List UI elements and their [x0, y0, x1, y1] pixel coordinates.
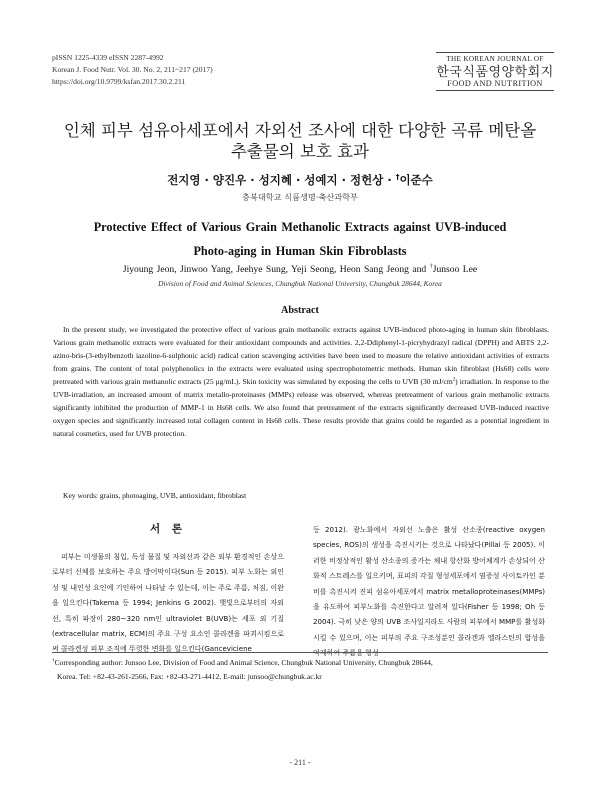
footnote-dagger: †	[52, 658, 55, 664]
corresponding-dagger-kr: †	[395, 172, 400, 182]
korean-authors	[40, 172, 560, 188]
intro-right-paragraph: 등 2012). 광노화에서 자외선 노출은 활성 산소종(reactive oxygen species, ROS)의 생성을 촉진시키는 것으로 나타났다(Pillai 등 2005). 이러한 비정상적인 활성 산소종의 증가는 체내 항산화 방어체계가 손상되어 산화적 스트레스를 일으키며, 표피의 각질 형성세포에서 염증성 사이토카인 분비를 촉진시켜 진피 섬유아세포에서 matrix metalloproteinases(MMPs)을 유도하여 피부노화를 촉진한다고 알려져 있다(Fisher 등 1998; Oh 등 2004). 극히 낮은 양의 UVB 조사일지라도 사람의 피부에서 MMP를 활성화 시킬 수 있으며, 이는 피부의 주요 구조성분인 콜라겐과 엘라스틴의 합성을 억제하여 주름을 형성	[313, 525, 545, 658]
citation-line: Korean J. Food Nutr. Vol. 30. No. 2, 211~217 (2017)	[52, 65, 213, 74]
journal-logo	[436, 52, 554, 91]
issn-line: pISSN 1225-4339 eISSN 2287-4992	[52, 53, 164, 62]
korean-title-line-2: 추출물의 보호 효과	[230, 142, 369, 161]
english-title-line-2: Photo-aging in Human Skin Fibroblasts	[193, 244, 407, 258]
logo-rule-bottom	[436, 90, 554, 91]
abstract-paragraph	[53, 324, 549, 441]
abstract-text-part-2: ) irradiation. In response to the UVB-irradiation, an increased amount of matrix metallo-proteinases (MMPs) release was observed, whereas pretreatment of various grain methanolic extracts significantly inhibited the production of MMP-1 in Hs68 cells. We also found that pretreatment of the extracts significantly decreased UVB-induced reactive oxygen species and significantly increased total collagen content in Hs68 cells. These results provide that grains could be regarded as a potential ingredient in natural cosmetics, used for UVB protection.	[53, 376, 549, 438]
corresponding-dagger-en: †	[429, 262, 433, 270]
korean-title-line-1: 인체 피부 섬유아세포에서 자외선 조사에 대한 다양한 곡류 메탄올	[63, 121, 537, 140]
journal-name-en-top: THE KOREAN JOURNAL OF	[446, 55, 544, 63]
abstract-heading: Abstract	[281, 305, 319, 316]
english-affiliation: Division of Food and Animal Sciences, Chungbuk National University, Chungbuk 28644, Korea	[158, 279, 442, 288]
english-title	[40, 215, 560, 263]
publication-meta	[52, 52, 213, 88]
journal-name-kr: 한국식품영양학회지	[436, 64, 554, 79]
doi-link[interactable]: https://doi.org/10.9799/ksfan.2017.30.2.211	[52, 77, 186, 86]
page-number: - 211 -	[289, 758, 311, 767]
korean-title	[40, 120, 560, 162]
english-author-list: Jiyoung Jeon, Jinwoo Yang, Jeehye Sung, Yeji Seong, Heon Sang Jeong and	[122, 264, 430, 275]
intro-left-column	[52, 522, 284, 657]
footnote-line-2: Korea. Tel: +82-43-261-2566, Fax: +82-43-271-4412, E-mail: junsoo@chungbuk.ac.kr	[57, 672, 322, 681]
journal-name-en-bottom: FOOD AND NUTRITION	[447, 79, 543, 88]
footnote-text-1: Corresponding author: Junsoo Lee, Division of Food and Animal Science, Chungbuk National University, Chungbuk 28644,	[54, 658, 433, 667]
korean-affiliation: 충북대학교 식품생명·축산과학부	[242, 192, 358, 202]
footnote-line-1	[52, 656, 548, 670]
intro-right-column	[313, 522, 545, 661]
korean-author-list: 전지영 · 양진우 · 성지혜 · 성예지 · 정헌상 ·	[167, 173, 396, 187]
keywords: Key words: grains, photoaging, UVB, antioxidant, fibroblast	[63, 491, 247, 500]
abstract-body	[53, 324, 549, 441]
english-corresponding-author: Junsoo Lee	[432, 264, 478, 275]
english-title-line-1: Protective Effect of Various Grain Methanolic Extracts against UVB-induced	[93, 220, 507, 234]
abstract-text-part-1: In the present study, we investigated the protective effect of various grain methanolic extracts against UVB-induced photo-aging in human skin fibroblasts. Various grain methanolic extracts were evaluated for their antioxidant compounds and activities. 2,2-Ddiphenyl-1-picryhydrazyl radical (DPPH) and ABTS 2,2-azino-bris-(3-ethylbenzoth iazoline-6-sulphonic acid) radical cation scavenging activities have been used to measure the relative antioxidant activities of extracts from grains. The content of total polyphenolics in the extracts were evaluated using spectrophotometric methods. Human skin fibroblast (Hs68) cells were pretreated with various grain methanolic extracts (25 μg/mL). Skin toxicity was simulated by exposing the cells to UVB (30 mJ/cm	[53, 325, 549, 386]
korean-corresponding-author: 이준수	[399, 173, 433, 187]
footnote-rule	[52, 652, 548, 653]
intro-heading: 서 론	[150, 523, 186, 535]
abstract-superscript: 2	[452, 377, 456, 383]
intro-left-paragraph: 피부는 미생물의 침입, 독성 물질 및 자외선과 같은 외부 환경적인 손상으로부터 신체를 보호하는 주요 방어막이다(Sun 등 2015). 피부 노화는 외인성 및 내인성 요인에 기인하여 나타날 수 있는데, 이는 주로 주름, 처짐, 이완을 일으킨다(Takema 등 1994; Jenkins G 2002). 햇빛으로부터의 자외선, 특히 파장이 280~320 nm인 ultraviolet B(UVB)는 세포 외 기질(extracellular matrix, ECM)의 주요 구성 요소인 콜라겐을 파괴시킴으로써 콜라겐성 피부 조직에 뚜렷한 변화를 일으킨다(Ganceviciene	[52, 552, 284, 654]
english-authors	[40, 264, 560, 275]
footnote	[52, 656, 548, 684]
